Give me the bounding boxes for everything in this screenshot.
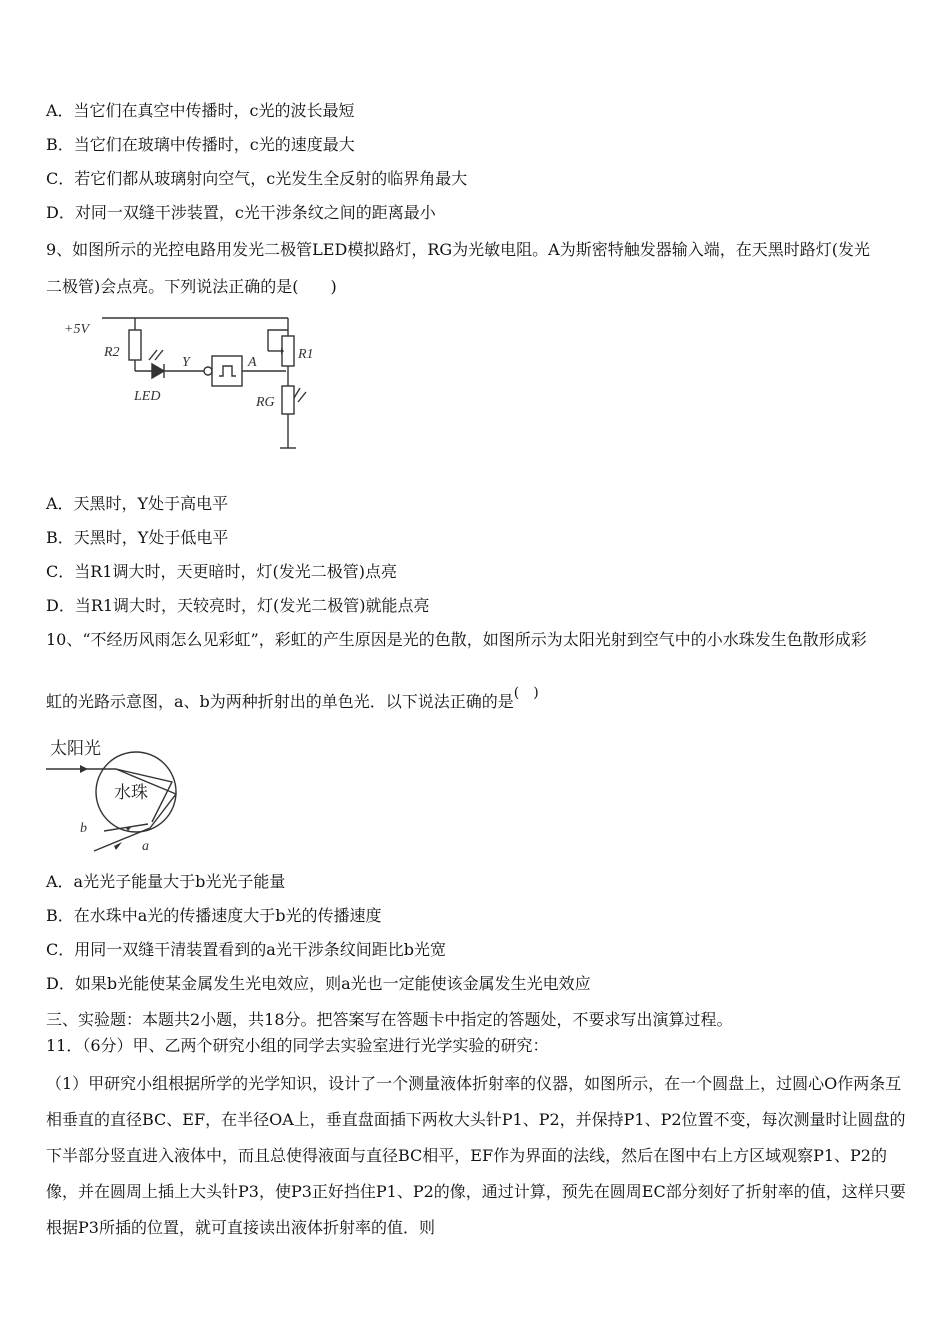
label-y: Y [182,355,190,370]
label-ray-b: b [80,821,87,836]
label-rg: RG [256,395,275,410]
q10-stem-line2 [46,685,539,713]
q10-option-a: A．a光光子能量大于b光光子能量 [46,872,286,891]
label-waterdrop: 水珠 [114,783,148,803]
q8-option-d: D．对同一双缝干涉装置，c光干涉条纹之间的距离最小 [46,203,436,222]
q11-stem: 11．（6分）甲、乙两个研究小组的同学去实验室进行光学实验的研究： [46,1036,549,1055]
q9-stem-line1: 9、如图所示的光控电路用发光二极管LED模拟路灯，RG为光敏电阻。A为斯密特触发器输入端，在天黑时路灯(发光 [46,240,870,259]
q10-raindrop-figure [44,734,194,862]
q10-answer-paren: ( ) [513,685,539,701]
q11-part1: （1）甲研究小组根据所学的光学知识，设计了一个测量液体折射率的仪器，如图所示，在一个圆盘上，过圆心O作两条互相垂直的直径BC、EF，在半径OA上，垂直盘面插下两枚大头针P1、P2，并保持P1、P2位置不变，每次测量时让圆盘的下半部分竖直进入液体中，而且总使得液面与直径BC相平，EF作为界面的法线，然后在图中右上方区域观察P1、P2的像，并在圆周上插上大头针P3，使P3正好挡住P1、P2的像，通过计算，预先在圆周EC部分刻好了折射率的值，这样只要根据P3所插的位置，就可直接读出液体折射率的值．则 [46,1074,906,1237]
q10-option-b: B．在水珠中a光的传播速度大于b光的传播速度 [46,906,382,925]
label-r2: R2 [104,345,120,360]
label-a: A [248,355,257,370]
section3-heading: 三、实验题：本题共2小题，共18分。把答案写在答题卡中指定的答题处，不要求写出演算过程。 [46,1010,733,1029]
q9-option-a: A．天黑时，Y处于高电平 [46,494,229,513]
q9-circuit-figure [52,308,332,463]
q8-option-a: A．当它们在真空中传播时，c光的波长最短 [46,101,355,120]
label-ray-a: a [142,839,149,854]
label-sunlight: 太阳光 [50,739,101,759]
q8-option-c: C．若它们都从玻璃射向空气，c光发生全反射的临界角最大 [46,169,468,188]
q10-stem-line2-text: 虹的光路示意图，a、b为两种折射出的单色光．以下说法正确的是 [46,692,514,711]
q9-option-b: B．天黑时，Y处于低电平 [46,528,229,547]
label-led: LED [134,389,161,404]
q10-option-c: C．用同一双缝干清装置看到的a光干涉条纹间距比b光宽 [46,940,447,959]
q10-stem-line1: 10、“不经历风雨怎么见彩虹”，彩虹的产生原因是光的色散，如图所示为太阳光射到空气中的小水珠发生色散形成彩 [46,630,867,649]
q9-stem-line2: 二极管)会点亮。下列说法正确的是( ) [46,277,337,296]
label-r1: R1 [298,347,314,362]
q8-option-b: B．当它们在玻璃中传播时，c光的速度最大 [46,135,355,154]
q9-option-c: C．当R1调大时，天更暗时，灯(发光二极管)点亮 [46,562,397,581]
q10-option-d: D．如果b光能使某金属发生光电效应，则a光也一定能使该金属发生光电效应 [46,974,591,993]
q9-option-d: D．当R1调大时，天较亮时，灯(发光二极管)就能点亮 [46,596,430,615]
label-vcc: +5V [64,322,89,337]
